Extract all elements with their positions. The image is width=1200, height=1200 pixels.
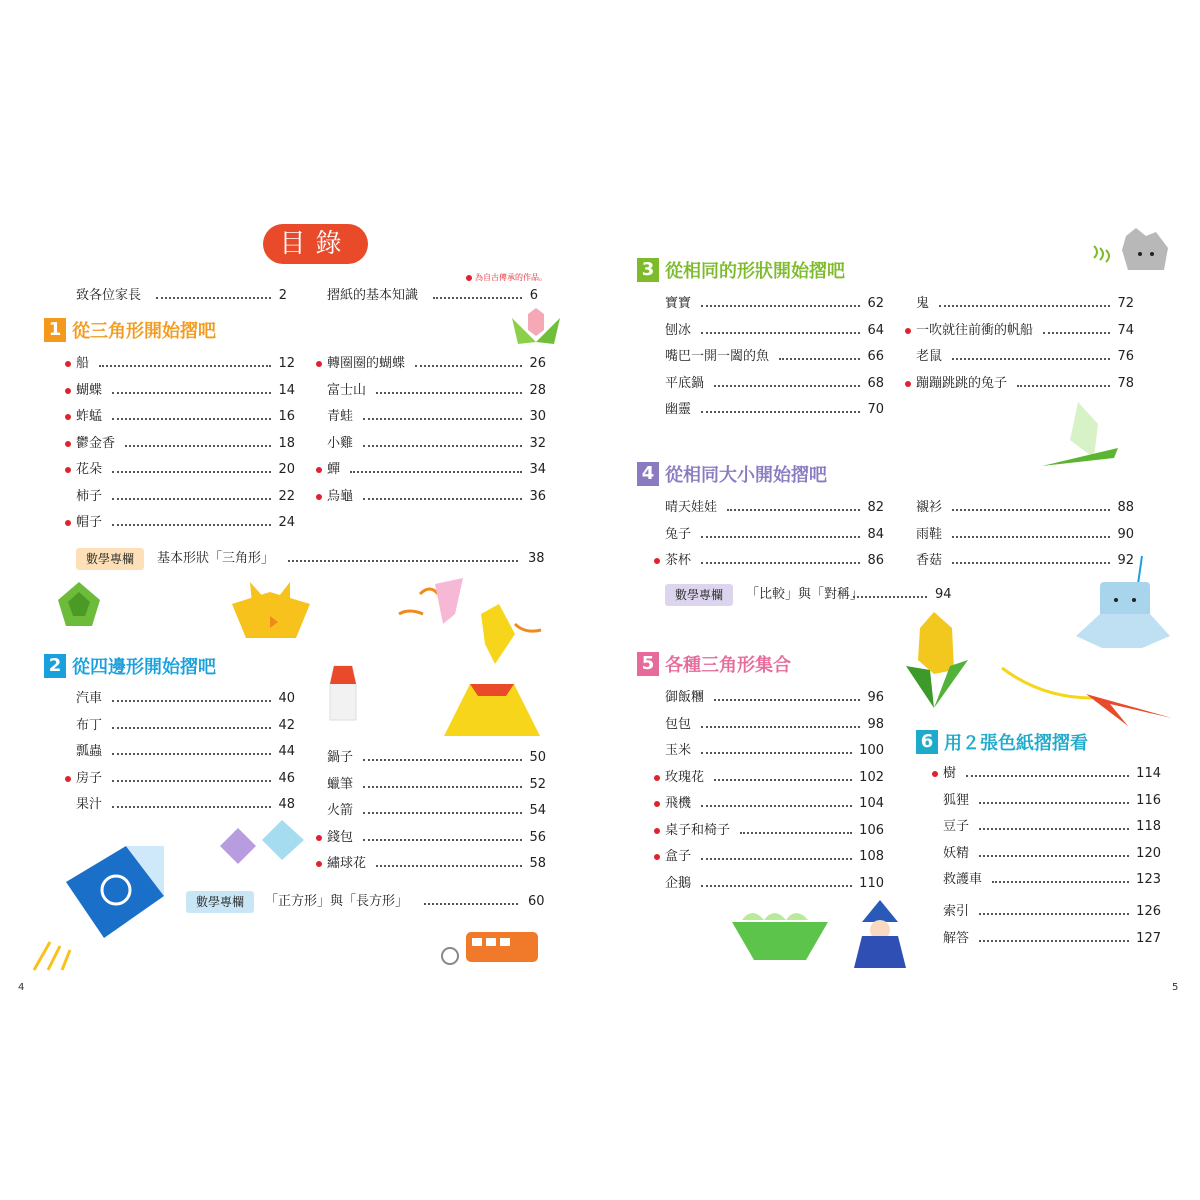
toc-entry-label: 索引 xyxy=(943,904,970,919)
toc-entry[interactable] xyxy=(76,742,295,762)
traditional-dot-icon xyxy=(65,361,71,367)
traditional-dot-icon xyxy=(65,414,71,420)
toc-entry-label: 茶杯 xyxy=(665,553,692,568)
dot-leader xyxy=(1043,332,1110,334)
math-column-tag: 數學專欄 xyxy=(186,891,254,913)
toc-entry-label: 鍋子 xyxy=(327,750,354,765)
toc-entry-page: 28 xyxy=(529,382,546,398)
mountain-illustration xyxy=(442,680,542,738)
toc-entry-label: 錢包 xyxy=(327,829,354,845)
toc-entry-label: 蹦蹦跳跳的兔子 xyxy=(916,375,1008,391)
toc-entry[interactable] xyxy=(327,828,546,848)
toc-entry[interactable] xyxy=(916,498,1134,518)
dot-leader xyxy=(112,392,271,394)
traditional-note: 為自古傳承的作品。 xyxy=(466,272,547,283)
dot-leader xyxy=(376,865,522,867)
toc-entry-label: 御飯糰 xyxy=(665,690,705,705)
toc-entry[interactable] xyxy=(327,407,546,427)
section-1-heading: 1 從三角形開始摺吧 xyxy=(44,317,216,343)
toc-entry[interactable] xyxy=(943,902,1161,922)
toc-entry-label: 船 xyxy=(76,356,90,371)
dot-leader xyxy=(112,700,271,702)
toc-entry[interactable] xyxy=(943,870,1161,890)
toc-entry[interactable] xyxy=(665,525,884,545)
toc-entry-page: 116 xyxy=(1136,792,1161,808)
dot-leader xyxy=(701,536,860,538)
toc-entry[interactable] xyxy=(665,847,884,867)
toc-entry[interactable] xyxy=(943,764,1161,784)
dot-leader xyxy=(112,780,271,782)
toc-entry-label: 轉圈圈的蝴蝶 xyxy=(327,356,406,371)
dot-leader xyxy=(979,855,1129,857)
toc-entry-label: 企鵝 xyxy=(665,875,692,891)
toc-entry-page: 118 xyxy=(1136,819,1161,834)
toc-entry-label: 平底鍋 xyxy=(665,375,705,391)
toc-entry-label: 盒子 xyxy=(665,849,692,864)
toc-entry-label: 包包 xyxy=(665,716,692,732)
toc-entry-label: 火箭 xyxy=(327,803,354,818)
toc-entry-page: 114 xyxy=(1136,766,1161,781)
toc-entry-page: 70 xyxy=(867,402,884,417)
traditional-dot-icon xyxy=(316,861,322,867)
toc-entry-label: 雨鞋 xyxy=(916,526,943,542)
butterflies-illustration xyxy=(395,574,545,684)
toc-entry-label: 帽子 xyxy=(76,515,103,530)
toc-entry-page: 104 xyxy=(859,796,884,811)
toc-entry[interactable] xyxy=(916,374,1134,394)
toc-entry-label: 鬱金香 xyxy=(76,435,116,451)
toc-entry[interactable] xyxy=(76,689,295,709)
dot-leader xyxy=(363,812,522,814)
toc-entry[interactable] xyxy=(76,795,295,815)
toc-entry-page: 88 xyxy=(1117,500,1134,515)
dot-leader xyxy=(701,411,860,413)
toc-entry-page: 32 xyxy=(529,435,546,451)
dot-leader xyxy=(112,753,271,755)
toc-entry-label: 一吹就往前衝的帆船 xyxy=(916,322,1034,338)
toc-entry-label: 布丁 xyxy=(76,717,103,733)
toc-entry-page: 78 xyxy=(1117,375,1134,391)
turtle-illustration xyxy=(54,580,104,630)
toc-entry-label: 富士山 xyxy=(327,382,367,398)
toc-entry[interactable] xyxy=(943,844,1161,864)
toc-entry-page: 58 xyxy=(529,856,546,871)
toc-entry[interactable] xyxy=(327,487,546,507)
toc-entry[interactable] xyxy=(665,321,884,341)
toc-entry-page: 16 xyxy=(278,409,295,424)
math-column-title[interactable]: 「正方形」與「長方形」 xyxy=(265,894,409,909)
toc-entry-page: 98 xyxy=(867,716,884,732)
math-column-tag: 數學專欄 xyxy=(76,548,144,570)
toc-entry-label: 刨冰 xyxy=(665,322,692,338)
beans-illustration xyxy=(730,906,830,964)
dot-leader xyxy=(952,358,1110,360)
airplane-illustration xyxy=(1000,664,1180,734)
toc-entry[interactable]: 致各位家長 2 xyxy=(76,288,287,303)
toc-entry-page: 106 xyxy=(859,822,884,838)
toc-entry-page: 54 xyxy=(529,803,546,818)
toc-entry-page: 126 xyxy=(1136,904,1161,919)
dot-leader xyxy=(701,332,860,334)
toc-entry-label: 襯衫 xyxy=(916,500,943,515)
toc-entry-page: 120 xyxy=(1136,845,1161,861)
section-4-heading: 4 從相同大小開始摺吧 xyxy=(637,461,827,487)
toc-entry-page: 40 xyxy=(278,691,295,706)
dot-leader xyxy=(714,779,852,781)
dot-leader xyxy=(112,524,271,526)
crayon-illustration xyxy=(326,664,360,722)
section-6-heading: 6 用２張色紙摺摺看 xyxy=(916,729,1088,755)
fairy-illustration xyxy=(846,898,912,974)
toc-entry-page: 86 xyxy=(867,553,884,568)
dot-leader xyxy=(701,752,852,754)
dot-leader xyxy=(112,498,271,500)
toc-entry-page: 48 xyxy=(278,797,295,812)
toc-entry[interactable] xyxy=(665,400,884,420)
toc-entry-label: 老鼠 xyxy=(916,349,943,364)
toc-entry[interactable] xyxy=(76,716,295,736)
dot-leader xyxy=(952,509,1110,511)
toc-entry[interactable] xyxy=(76,381,295,401)
toc-entry-page: 84 xyxy=(867,526,884,542)
toc-entry[interactable] xyxy=(665,821,884,841)
toc-entry-page: 96 xyxy=(867,690,884,705)
traditional-dot-icon xyxy=(466,275,472,281)
math-column-title[interactable]: 基本形狀「三角形」 xyxy=(157,551,275,566)
dot-leader xyxy=(714,699,860,701)
toc-entry-label: 果汁 xyxy=(76,797,103,812)
toc-entry-page: 127 xyxy=(1136,930,1161,946)
dot-leader xyxy=(779,358,860,360)
toc-entry[interactable] xyxy=(665,874,884,894)
dot-leader xyxy=(979,913,1129,915)
traditional-dot-icon xyxy=(905,328,911,334)
toc-entry[interactable] xyxy=(665,768,884,788)
toc-entry[interactable] xyxy=(916,525,1134,545)
math-column-page: 94 xyxy=(935,587,952,602)
toc-entry-label: 狐狸 xyxy=(943,792,970,808)
toc-entry[interactable] xyxy=(76,769,295,789)
toc-entry-label: 瓢蟲 xyxy=(76,744,103,759)
toc-entry-page: 36 xyxy=(529,488,546,504)
toc-entry-page: 66 xyxy=(867,349,884,364)
traditional-dot-icon xyxy=(316,494,322,500)
toc-entry-label: 青蛙 xyxy=(327,409,354,424)
traditional-dot-icon xyxy=(932,771,938,777)
toc-entry-label: 救護車 xyxy=(943,872,983,887)
toc-entry-label: 豆子 xyxy=(943,819,970,834)
traditional-dot-icon xyxy=(65,776,71,782)
dot-leader xyxy=(1017,385,1110,387)
dot-leader xyxy=(979,940,1129,942)
dot-leader xyxy=(979,802,1129,804)
toc-entry-label: 蟬 xyxy=(327,462,341,477)
toc-entry[interactable] xyxy=(916,294,1134,314)
toc-entry-page: 14 xyxy=(278,382,295,398)
dot-leader xyxy=(99,365,271,367)
purse-illustration xyxy=(218,818,308,874)
section-3-heading: 3 從相同的形狀開始摺吧 xyxy=(637,257,845,283)
toc-entry[interactable] xyxy=(943,791,1161,811)
traditional-dot-icon xyxy=(316,835,322,841)
section-2-heading: 2 從四邊形開始摺吧 xyxy=(44,653,216,679)
dot-leader xyxy=(701,885,852,887)
toc-entry-label: 幽靈 xyxy=(665,402,692,417)
toc-entry[interactable] xyxy=(916,347,1134,367)
toc-entry[interactable] xyxy=(327,381,546,401)
traditional-dot-icon xyxy=(65,467,71,473)
toc-entry-page: 26 xyxy=(529,356,546,371)
toc-entry[interactable] xyxy=(943,929,1161,949)
toc-entry-page: 123 xyxy=(1136,872,1161,887)
dot-leader xyxy=(363,759,522,761)
dot-leader xyxy=(363,498,522,500)
toc-entry-page: 102 xyxy=(859,769,884,785)
toc-entry-page: 110 xyxy=(859,875,884,891)
toc-entry-label: 妖精 xyxy=(943,845,970,861)
toc-entry[interactable] xyxy=(327,801,546,821)
traditional-dot-icon xyxy=(316,361,322,367)
toc-entry[interactable] xyxy=(327,854,546,874)
toc-entry-label: 香菇 xyxy=(916,553,943,568)
dot-leader xyxy=(952,536,1110,538)
toc-title: 目錄 xyxy=(263,224,368,264)
toc-entry-page: 62 xyxy=(867,296,884,311)
toc-entry-label: 嘴巴一開一闔的魚 xyxy=(665,349,770,364)
toc-entry-label: 蠟筆 xyxy=(327,776,354,792)
toc-entry[interactable] xyxy=(943,817,1161,837)
dot-leader xyxy=(701,726,860,728)
dot-leader xyxy=(939,305,1110,307)
traditional-dot-icon xyxy=(905,381,911,387)
toc-entry[interactable] xyxy=(76,487,295,507)
toc-entry[interactable] xyxy=(665,347,884,367)
traditional-dot-icon xyxy=(316,467,322,473)
toc-entry-label: 房子 xyxy=(76,770,103,786)
toc-entry-label: 烏龜 xyxy=(327,488,354,504)
dot-leader xyxy=(363,418,522,420)
toc-entry-label: 飛機 xyxy=(665,796,692,811)
dot-leader xyxy=(966,775,1129,777)
dot-leader xyxy=(701,562,860,564)
toc-entry-label: 晴天娃娃 xyxy=(665,500,718,515)
toc-entry[interactable] xyxy=(327,354,546,374)
toc-entry-page: 90 xyxy=(1117,526,1134,542)
dot-leader xyxy=(363,839,522,841)
toc-entry[interactable] xyxy=(665,551,884,571)
toc-entry-page: 24 xyxy=(278,515,295,530)
toc-entry-page: 56 xyxy=(529,829,546,845)
toc-entry-page: 52 xyxy=(529,776,546,792)
chick-illustration xyxy=(230,582,312,640)
toc-entry-page: 30 xyxy=(529,409,546,424)
traditional-dot-icon xyxy=(654,854,660,860)
dot-leader xyxy=(992,881,1129,883)
toc-entry-page: 12 xyxy=(278,356,295,371)
toc-entry-page: 50 xyxy=(529,750,546,765)
toc-entry-page: 100 xyxy=(859,743,884,758)
toc-entry[interactable] xyxy=(665,688,884,708)
dot-leader xyxy=(376,392,522,394)
toc-entry[interactable]: 摺紙的基本知識 6 xyxy=(327,288,538,303)
toc-entry-label: 樹 xyxy=(943,766,957,781)
toc-entry-page: 72 xyxy=(1117,296,1134,311)
toc-entry-label: 蝴蝶 xyxy=(76,382,103,398)
traditional-dot-icon xyxy=(654,801,660,807)
traditional-dot-icon xyxy=(654,775,660,781)
dot-leader xyxy=(740,832,852,834)
toc-entry-label: 鬼 xyxy=(916,296,930,311)
toc-entry-page: 82 xyxy=(867,500,884,515)
toc-entry-label: 汽車 xyxy=(76,691,103,706)
toc-entry[interactable] xyxy=(76,354,295,374)
dot-leader xyxy=(701,858,852,860)
section-5-heading: 5 各種三角形集合 xyxy=(637,651,791,677)
toc-entry-page: 22 xyxy=(278,488,295,504)
math-column-page: 60 xyxy=(528,894,545,909)
toc-entry-label: 兔子 xyxy=(665,526,692,542)
toc-entry-page: 74 xyxy=(1117,322,1134,338)
toc-entry-page: 18 xyxy=(278,435,295,451)
toc-entry-label: 繡球花 xyxy=(327,856,367,871)
dot-leader xyxy=(701,805,852,807)
hedgehog-illustration xyxy=(1092,228,1172,274)
toc-entry-label: 柿子 xyxy=(76,488,103,504)
dot-leader xyxy=(112,727,271,729)
dot-leader xyxy=(112,418,271,420)
toc-entry[interactable] xyxy=(76,513,295,533)
toc-entry-page: 108 xyxy=(859,849,884,864)
toc-entry[interactable] xyxy=(76,460,295,480)
toc-entry-label: 玫瑰花 xyxy=(665,769,705,785)
toc-entry[interactable] xyxy=(916,321,1134,341)
toc-entry-page: 64 xyxy=(867,322,884,338)
toc-entry[interactable] xyxy=(665,498,884,518)
toc-entry-page: 20 xyxy=(278,462,295,477)
toc-entry[interactable] xyxy=(76,434,295,454)
dot-leader xyxy=(979,828,1129,830)
dot-leader xyxy=(125,445,271,447)
toc-entry-label: 解答 xyxy=(943,930,970,946)
toc-entry-page: 44 xyxy=(278,744,295,759)
dot-leader xyxy=(112,471,271,473)
toc-entry-page: 46 xyxy=(278,770,295,786)
toc-entry[interactable] xyxy=(665,715,884,735)
dot-leader xyxy=(363,786,522,788)
rocket-illustration xyxy=(30,842,170,972)
toc-entry-page: 68 xyxy=(867,375,884,391)
traditional-dot-icon xyxy=(65,520,71,526)
toc-entry-label: 小雞 xyxy=(327,435,354,451)
toc-entry-page: 92 xyxy=(1117,553,1134,568)
dot-leader xyxy=(701,305,860,307)
toc-entry[interactable] xyxy=(327,748,546,768)
math-column-page: 38 xyxy=(528,551,545,566)
toc-entry[interactable] xyxy=(76,407,295,427)
math-column-tag: 數學專欄 xyxy=(665,584,733,606)
toc-entry-page: 76 xyxy=(1117,349,1134,364)
dot-leader xyxy=(415,365,522,367)
toc-entry[interactable] xyxy=(665,741,884,761)
traditional-dot-icon xyxy=(654,558,660,564)
dot-leader xyxy=(727,509,860,511)
toc-entry-page: 34 xyxy=(529,462,546,477)
toc-entry[interactable] xyxy=(665,294,884,314)
toc-entry[interactable] xyxy=(327,434,546,454)
ghost-illustration xyxy=(1072,552,1172,652)
car-illustration xyxy=(440,930,540,970)
dot-leader xyxy=(363,445,522,447)
toc-entry[interactable] xyxy=(665,794,884,814)
toc-entry-label: 花朵 xyxy=(76,462,103,477)
toc-entry[interactable] xyxy=(665,374,884,394)
toc-entry-label: 寶寶 xyxy=(665,296,692,311)
toc-entry[interactable] xyxy=(327,775,546,795)
dot-leader xyxy=(112,806,271,808)
sailboat-illustration xyxy=(1040,400,1120,470)
traditional-dot-icon xyxy=(654,828,660,834)
corn-illustration xyxy=(904,610,970,710)
page-number: 4 xyxy=(18,982,25,993)
dot-leader xyxy=(714,385,860,387)
toc-entry-label: 桌子和椅子 xyxy=(665,822,731,838)
page-number: 5 xyxy=(1172,982,1179,993)
dot-leader xyxy=(350,471,522,473)
traditional-dot-icon xyxy=(65,441,71,447)
traditional-dot-icon xyxy=(65,388,71,394)
toc-entry[interactable] xyxy=(327,460,546,480)
math-column-title[interactable]: 「比較」與「對稱」 xyxy=(746,587,864,602)
toc-entry-label: 玉米 xyxy=(665,743,692,758)
toc-entry-label: 蚱蜢 xyxy=(76,409,103,424)
toc-entry-page: 42 xyxy=(278,717,295,733)
tulip-illustration xyxy=(508,308,564,348)
